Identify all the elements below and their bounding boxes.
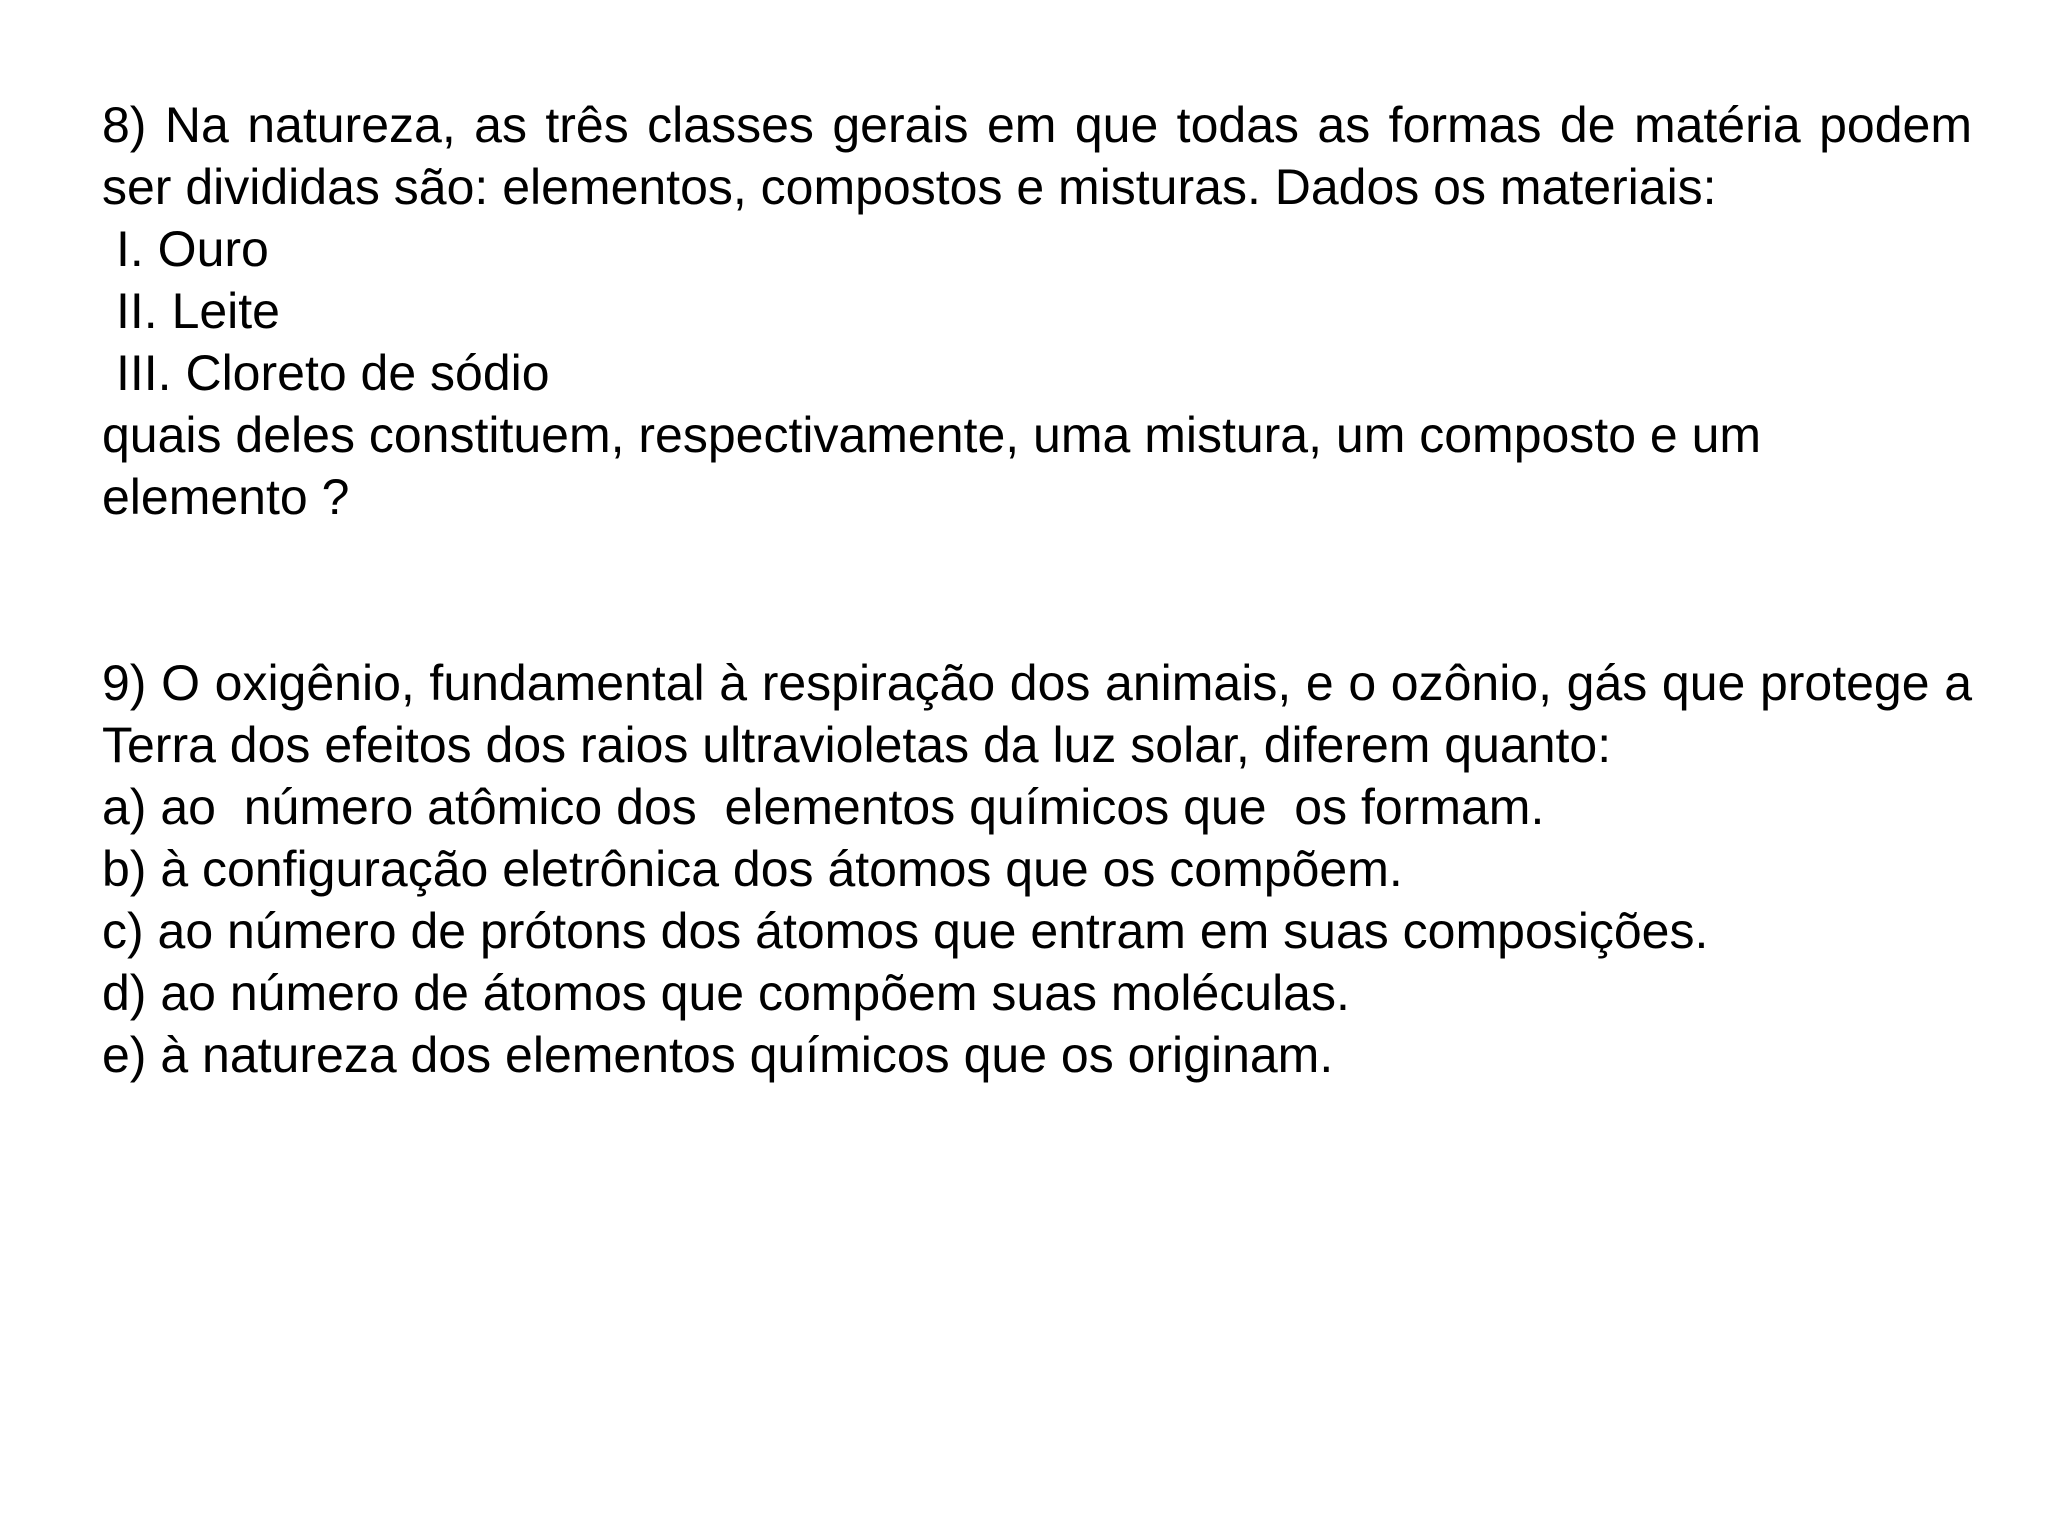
question-8-closing: quais deles constituem, respectivamente, uma mistura, um composto e um elemento ?	[102, 407, 1762, 525]
question-8-stem: 8) Na natureza, as três classes gerais em que todas as formas de matéria podem ser divididas são: elementos, compostos e misturas. Dados os materiais:	[102, 97, 1972, 215]
answer-option-e: e) à natureza dos elementos químicos que os originam.	[102, 1027, 1334, 1083]
question-9	[102, 652, 1972, 1086]
answer-option-c: c) ao número de prótons dos átomos que entram em suas composições.	[102, 903, 1709, 959]
material-item-ouro: I. Ouro	[116, 221, 269, 277]
material-item-leite: II. Leite	[116, 283, 280, 339]
answer-option-b: b) à configuração eletrônica dos átomos que os compõem.	[102, 841, 1403, 897]
question-9-stem: 9) O oxigênio, fundamental à respiração dos animais, e o ozônio, gás que protege a Terra dos efeitos dos raios ultravioletas da luz solar, diferem quanto:	[102, 655, 1972, 773]
answer-options-list	[102, 776, 1972, 1086]
materials-list	[102, 218, 1972, 404]
answer-option-d: d) ao número de átomos que compõem suas moléculas.	[102, 965, 1350, 1021]
question-8	[102, 94, 1972, 528]
material-item-cloreto: III. Cloreto de sódio	[116, 345, 550, 401]
answer-option-a: a) ao número atômico dos elementos químicos que os formam.	[102, 779, 1545, 835]
